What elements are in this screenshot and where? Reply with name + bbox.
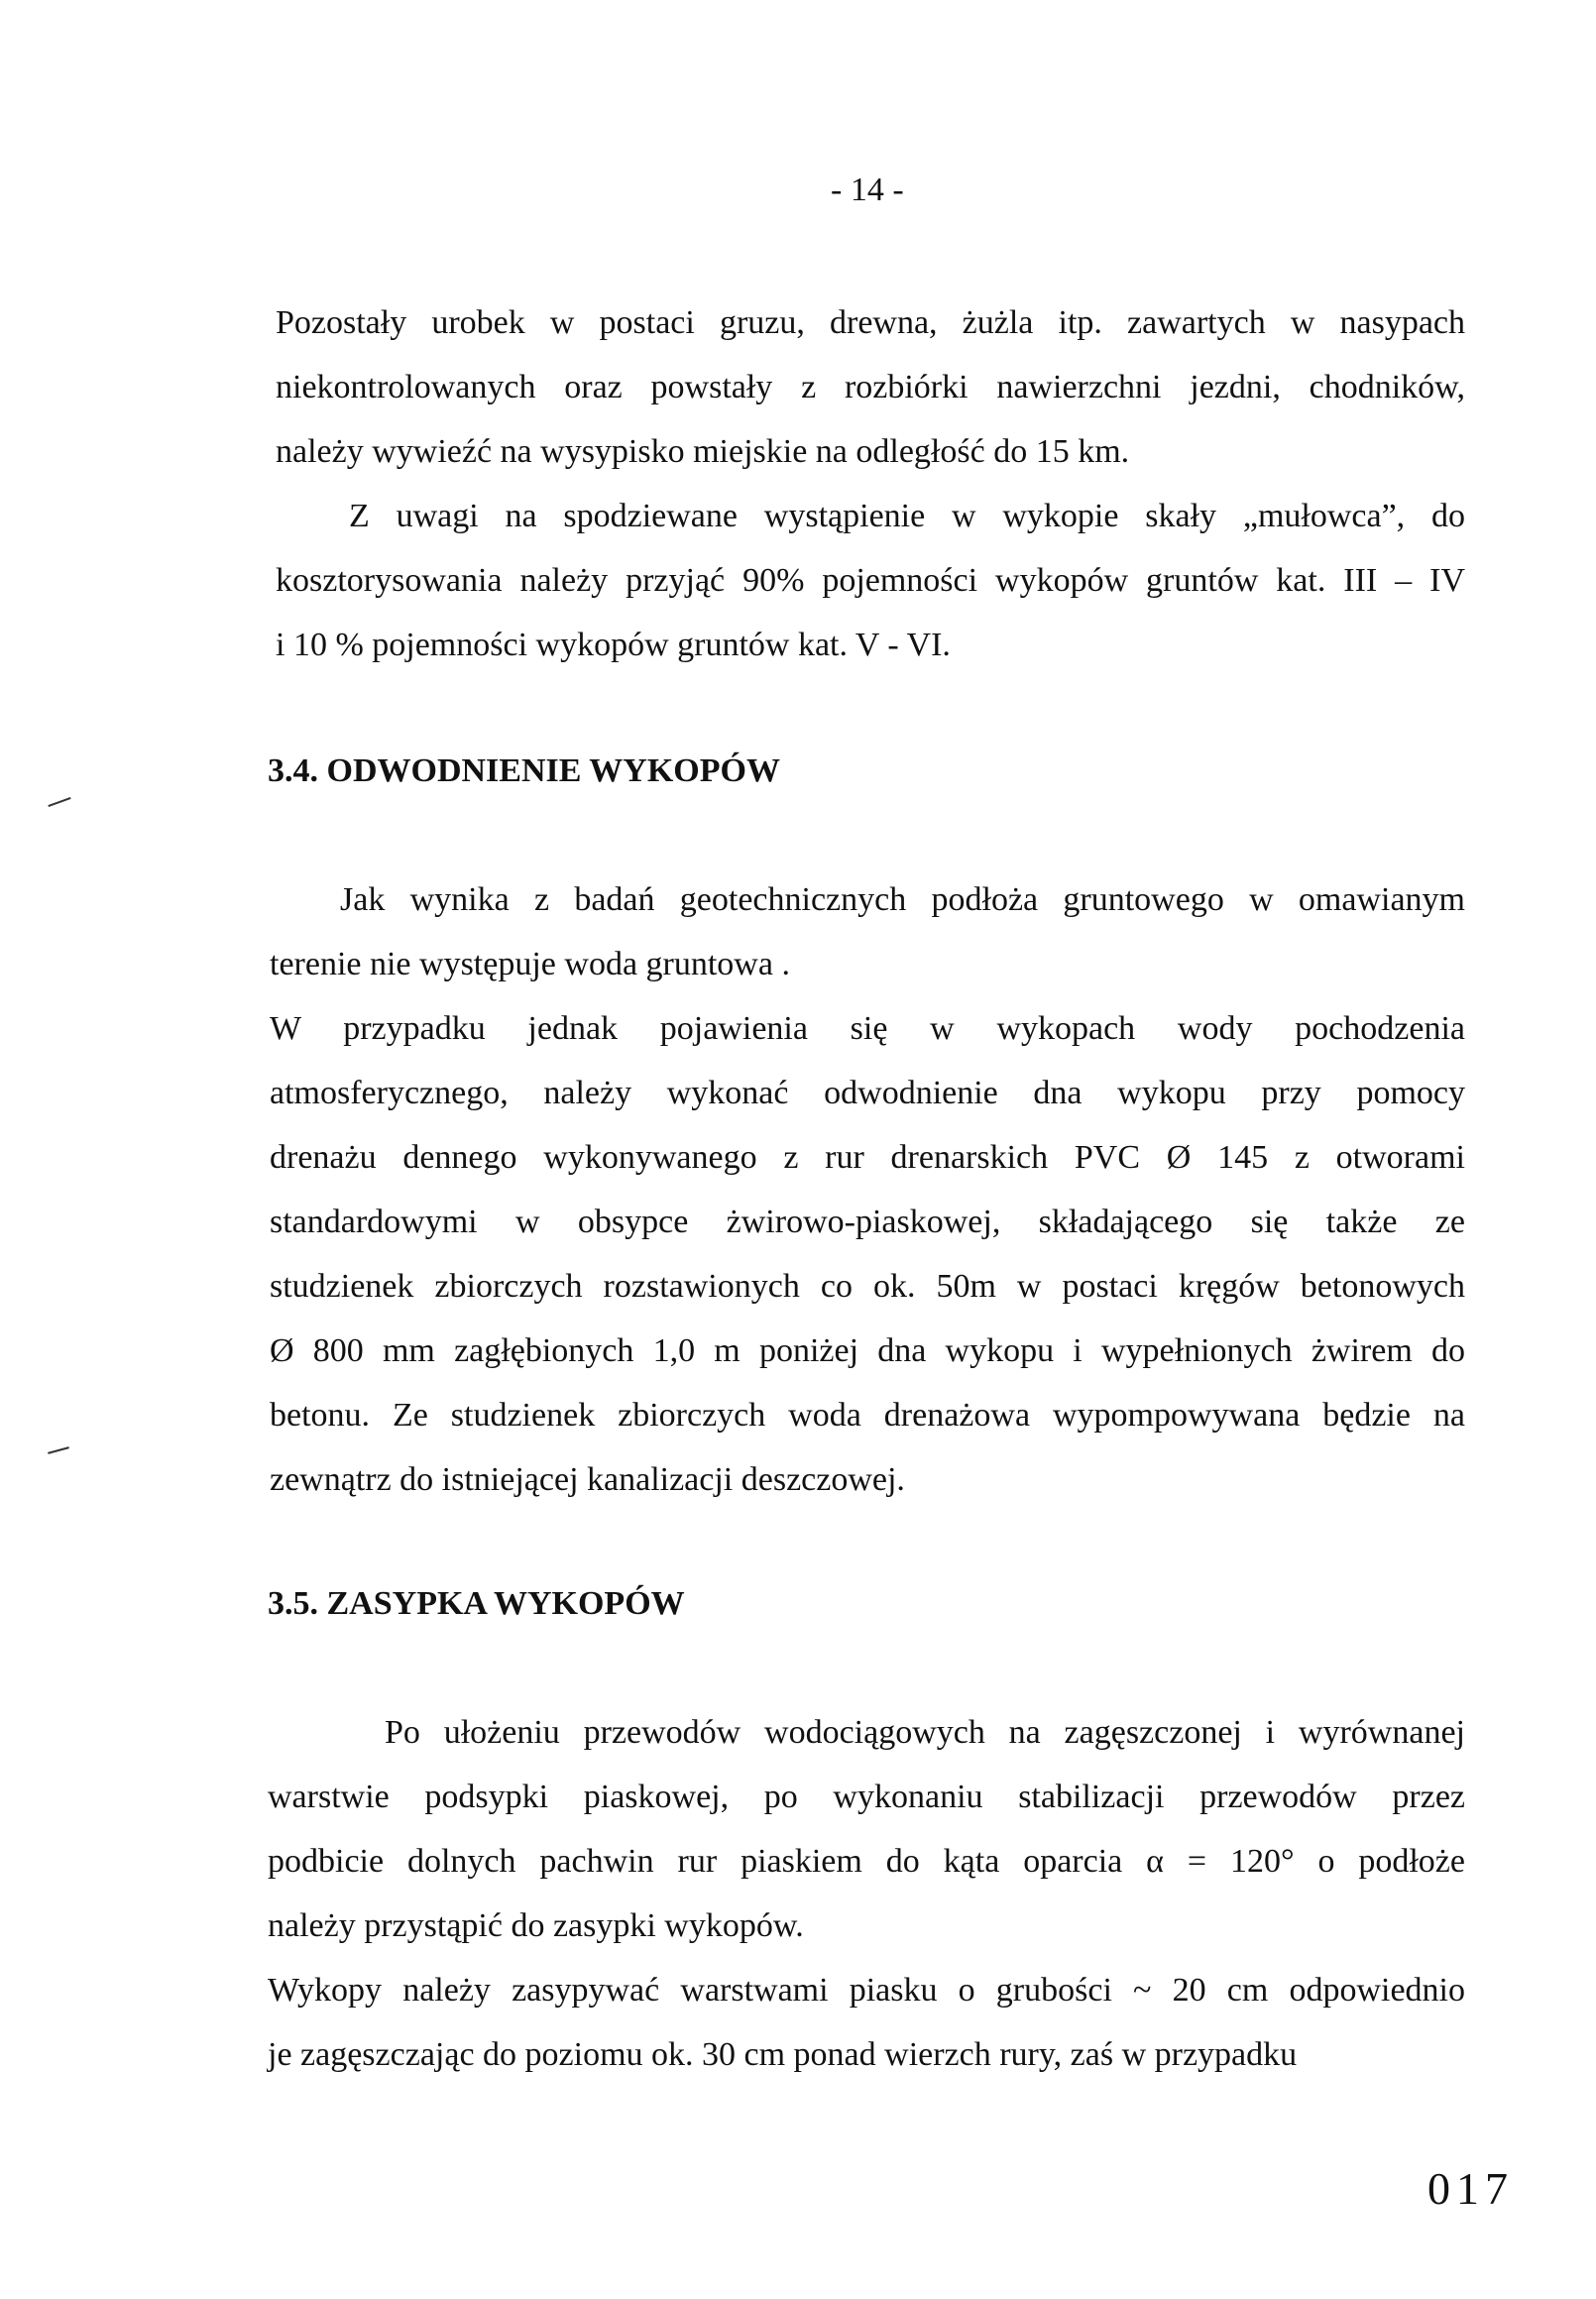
paragraph-line: zewnątrz do istniejącej kanalizacji deszczowej. (270, 1461, 905, 1498)
paragraph-line: terenie nie występuje woda gruntowa . (270, 946, 790, 982)
paragraph-line: kosztorysowania należy przyjąć 90% pojemności wykopów gruntów kat. III – IV (276, 562, 1465, 599)
paragraph-line: W przypadku jednak pojawienia się w wykopach wody pochodzenia (270, 1010, 1465, 1047)
paragraph-line: podbicie dolnych pachwin rur piaskiem do kąta oparcia α = 120° o podłoże (268, 1843, 1465, 1880)
paragraph-line: Wykopy należy zasypywać warstwami piasku o grubości ~ 20 cm odpowiednio (268, 1972, 1465, 2009)
paragraph-line: Pozostały urobek w postaci gruzu, drewna, żużla itp. zawartych w nasypach (276, 304, 1465, 341)
paragraph-line: i 10 % pojemności wykopów gruntów kat. V - VI. (276, 627, 951, 663)
paragraph-line: betonu. Ze studzienek zbiorczych woda drenażowa wypompowywana będzie na (270, 1397, 1465, 1434)
margin-mark (48, 797, 70, 807)
paragraph-line: je zagęszczając do poziomu ok. 30 cm ponad wierzch rury, zaś w przypadku (268, 2036, 1298, 2073)
stamp-number: 017 (1427, 2163, 1514, 2214)
paragraph-line: standardowymi w obsypce żwirowo-piaskowej, składającego się także ze (270, 1204, 1465, 1240)
section-heading: 3.4. ODWODNIENIE WYKOPÓW (268, 752, 780, 789)
paragraph-line: studzienek zbiorczych rozstawionych co ok. 50m w postaci kręgów betonowych (270, 1268, 1465, 1305)
paragraph-line: należy przystąpić do zasypki wykopów. (268, 1907, 804, 1944)
paragraph-line: niekontrolowanych oraz powstały z rozbiórki nawierzchni jezdni, chodników, (276, 369, 1465, 405)
paragraph-line: drenażu dennego wykonywanego z rur drenarskich PVC Ø 145 z otworami (270, 1139, 1465, 1176)
paragraph-line: należy wywieźć na wysypisko miejskie na odległość do 15 km. (276, 433, 1130, 470)
paragraph-line: Jak wynika z badań geotechnicznych podłoża gruntowego w omawianym (340, 881, 1465, 918)
paragraph-line: Po ułożeniu przewodów wodociągowych na zagęszczonej i wyrównanej (385, 1714, 1465, 1751)
paragraph-line: atmosferycznego, należy wykonać odwodnienie dna wykopu przy pomocy (270, 1075, 1465, 1111)
section-heading: 3.5. ZASYPKA WYKOPÓW (268, 1585, 685, 1622)
page-number: - 14 - (831, 172, 904, 208)
paragraph-line: warstwie podsypki piaskowej, po wykonaniu stabilizacji przewodów przez (268, 1779, 1465, 1815)
margin-mark (48, 1446, 69, 1454)
paragraph-line: Ø 800 mm zagłębionych 1,0 m poniżej dna wykopu i wypełnionych żwirem do (270, 1332, 1465, 1369)
paragraph-line: Z uwagi na spodziewane wystąpienie w wykopie skały „mułowca”, do (349, 498, 1465, 534)
